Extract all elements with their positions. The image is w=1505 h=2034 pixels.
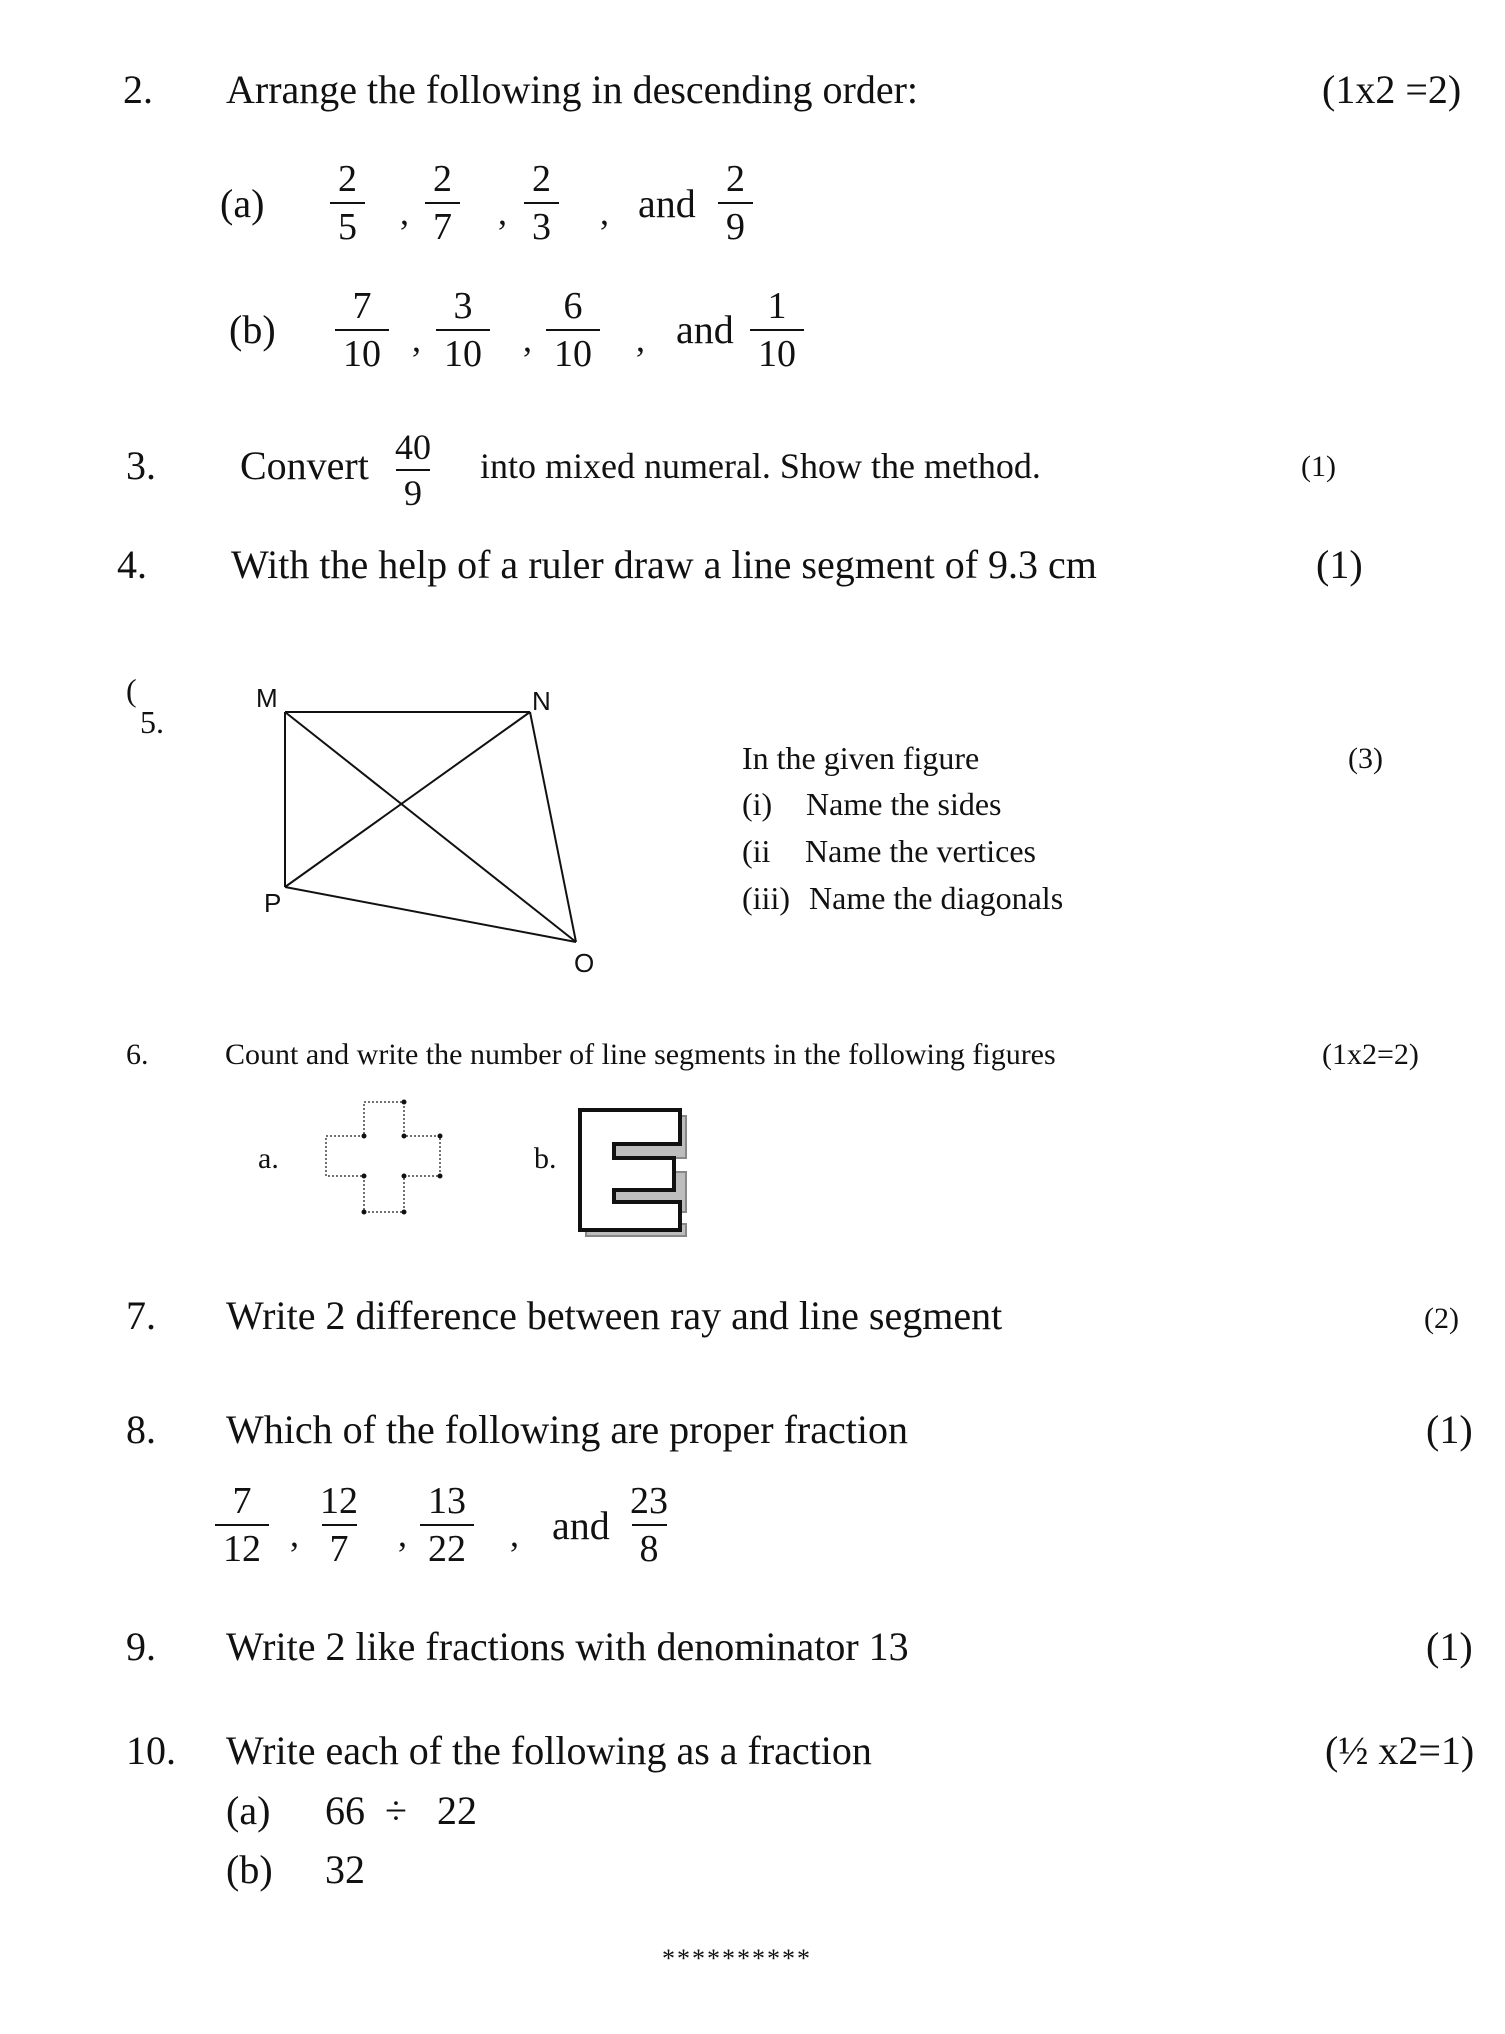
comma: , <box>290 1514 299 1554</box>
denominator: 9 <box>718 202 753 246</box>
denominator: 9 <box>396 469 430 511</box>
denominator: 7 <box>322 1524 357 1568</box>
q4-text: With the help of a ruler draw a line segment of 9.3 cm <box>231 542 1097 587</box>
comma: , <box>600 192 609 232</box>
q8-and: and <box>552 1503 610 1548</box>
denominator: 10 <box>546 329 600 373</box>
q2a-and: and <box>638 181 696 226</box>
q2a-fraction-3 <box>524 160 559 246</box>
q2-text: Arrange the following in descending order: <box>226 67 919 112</box>
q9-marks: (1) <box>1426 1624 1473 1669</box>
denominator: 10 <box>436 329 490 373</box>
q2-number: 2. <box>123 67 153 112</box>
cross-endpoints <box>362 1100 443 1215</box>
q2b-fraction-4 <box>750 287 804 373</box>
q5-intro: In the given figure <box>742 740 980 776</box>
numerator: 2 <box>726 158 745 200</box>
numerator: 12 <box>320 1480 358 1522</box>
q7-text: Write 2 difference between ray and line segment <box>226 1293 1003 1338</box>
q2b-and: and <box>676 307 734 352</box>
numerator: 2 <box>433 158 452 200</box>
q6-number: 6. <box>126 1038 149 1071</box>
q5-item-2-label: (ii <box>742 833 771 869</box>
q5-item-3-label: (iii) <box>742 880 790 916</box>
comma: , <box>412 319 421 359</box>
q3-text: into mixed numeral. Show the method. <box>480 446 1041 486</box>
comma: , <box>398 1514 407 1554</box>
numerator: 23 <box>630 1480 668 1522</box>
q3-fraction <box>387 429 439 511</box>
denominator: 10 <box>335 329 389 373</box>
numerator: 7 <box>352 285 372 327</box>
q9-number: 9. <box>126 1624 156 1669</box>
denominator: 12 <box>215 1524 269 1568</box>
numerator: 3 <box>453 285 473 327</box>
q5-stray-mark: ( <box>126 672 137 708</box>
q8-fraction-1 <box>215 1482 269 1568</box>
numerator: 2 <box>532 158 551 200</box>
q5-marks: (3) <box>1348 742 1383 775</box>
q2a-fraction-2 <box>425 160 460 246</box>
q2b-fraction-3 <box>546 287 600 373</box>
q3-pre: Convert <box>240 443 369 488</box>
q4-marks: (1) <box>1316 542 1363 587</box>
q10-marks: (½ x2=1) <box>1325 1728 1475 1773</box>
q7-marks: (2) <box>1424 1302 1459 1335</box>
denominator: 10 <box>750 329 804 373</box>
vertex-label-m: M <box>256 683 278 713</box>
cross-shape-figure <box>318 1094 448 1224</box>
q2b-label: (b) <box>229 307 276 352</box>
q3-number: 3. <box>126 443 156 488</box>
numerator: 40 <box>395 427 431 467</box>
comma: , <box>400 192 409 232</box>
q6b-label: b. <box>534 1142 557 1175</box>
numerator: 6 <box>563 285 583 327</box>
q2b-fraction-2 <box>436 287 490 373</box>
q8-number: 8. <box>126 1407 156 1452</box>
q10-text: Write each of the following as a fraction <box>226 1728 872 1773</box>
vertex-label-n: N <box>532 686 551 716</box>
q2a-fraction-1 <box>330 160 365 246</box>
q5-item-1-label: (i) <box>742 786 773 822</box>
q8-text: Which of the following are proper fraction <box>226 1407 908 1452</box>
numerator: 13 <box>428 1480 466 1522</box>
q2-marks: (1x2 =2) <box>1322 67 1462 112</box>
q2b-fraction-1 <box>335 287 389 373</box>
q5-item-2-text: Name the vertices <box>805 833 1036 869</box>
cross-outline <box>326 1102 440 1212</box>
q6a-label: a. <box>258 1142 279 1175</box>
q6-marks: (1x2=2) <box>1322 1038 1419 1071</box>
vertex-label-o: O <box>574 948 595 978</box>
vertex-label-p: P <box>264 888 282 918</box>
q10a-label: (a) <box>226 1788 271 1833</box>
q7-number: 7. <box>126 1293 156 1338</box>
numerator: 1 <box>767 285 787 327</box>
q5-number: 5. <box>140 704 164 740</box>
q8-fraction-2 <box>312 1482 366 1568</box>
q5-item-1-text: Name the sides <box>806 786 1002 822</box>
quadrilateral-figure <box>240 680 620 980</box>
numerator: 2 <box>338 158 357 200</box>
numerator: 7 <box>232 1480 252 1522</box>
q10a-expression: 66 ÷ 22 <box>325 1788 477 1833</box>
q3-marks: (1) <box>1301 450 1336 483</box>
denominator: 22 <box>420 1524 474 1568</box>
comma: , <box>498 192 507 232</box>
q10-number: 10. <box>126 1728 176 1773</box>
diagonal-mo <box>285 712 576 942</box>
denominator: 5 <box>330 202 365 246</box>
q6-text: Count and write the number of line segments in the following figures <box>225 1038 1056 1071</box>
q10b-label: (b) <box>226 1847 273 1892</box>
comma: , <box>510 1514 519 1554</box>
q9-text: Write 2 like fractions with denominator 13 <box>226 1624 909 1669</box>
comma: , <box>523 319 532 359</box>
e-outline <box>580 1110 680 1230</box>
q8-marks: (1) <box>1426 1407 1473 1452</box>
denominator: 8 <box>632 1524 667 1568</box>
q2a-label: (a) <box>220 181 265 226</box>
denominator: 7 <box>425 202 460 246</box>
letter-e-figure <box>570 1102 700 1242</box>
side-no <box>530 712 576 942</box>
denominator: 3 <box>524 202 559 246</box>
q10b-expression: 32 <box>325 1847 365 1892</box>
q8-fraction-4 <box>622 1482 676 1568</box>
footer-asterisks: ********** <box>662 1944 812 1973</box>
q4-number: 4. <box>117 542 147 587</box>
side-op <box>285 887 576 942</box>
comma: , <box>636 319 645 359</box>
q8-fraction-3 <box>420 1482 474 1568</box>
diagonal-np <box>285 712 530 887</box>
q5-item-3-text: Name the diagonals <box>809 880 1064 916</box>
q2a-fraction-4 <box>718 160 753 246</box>
